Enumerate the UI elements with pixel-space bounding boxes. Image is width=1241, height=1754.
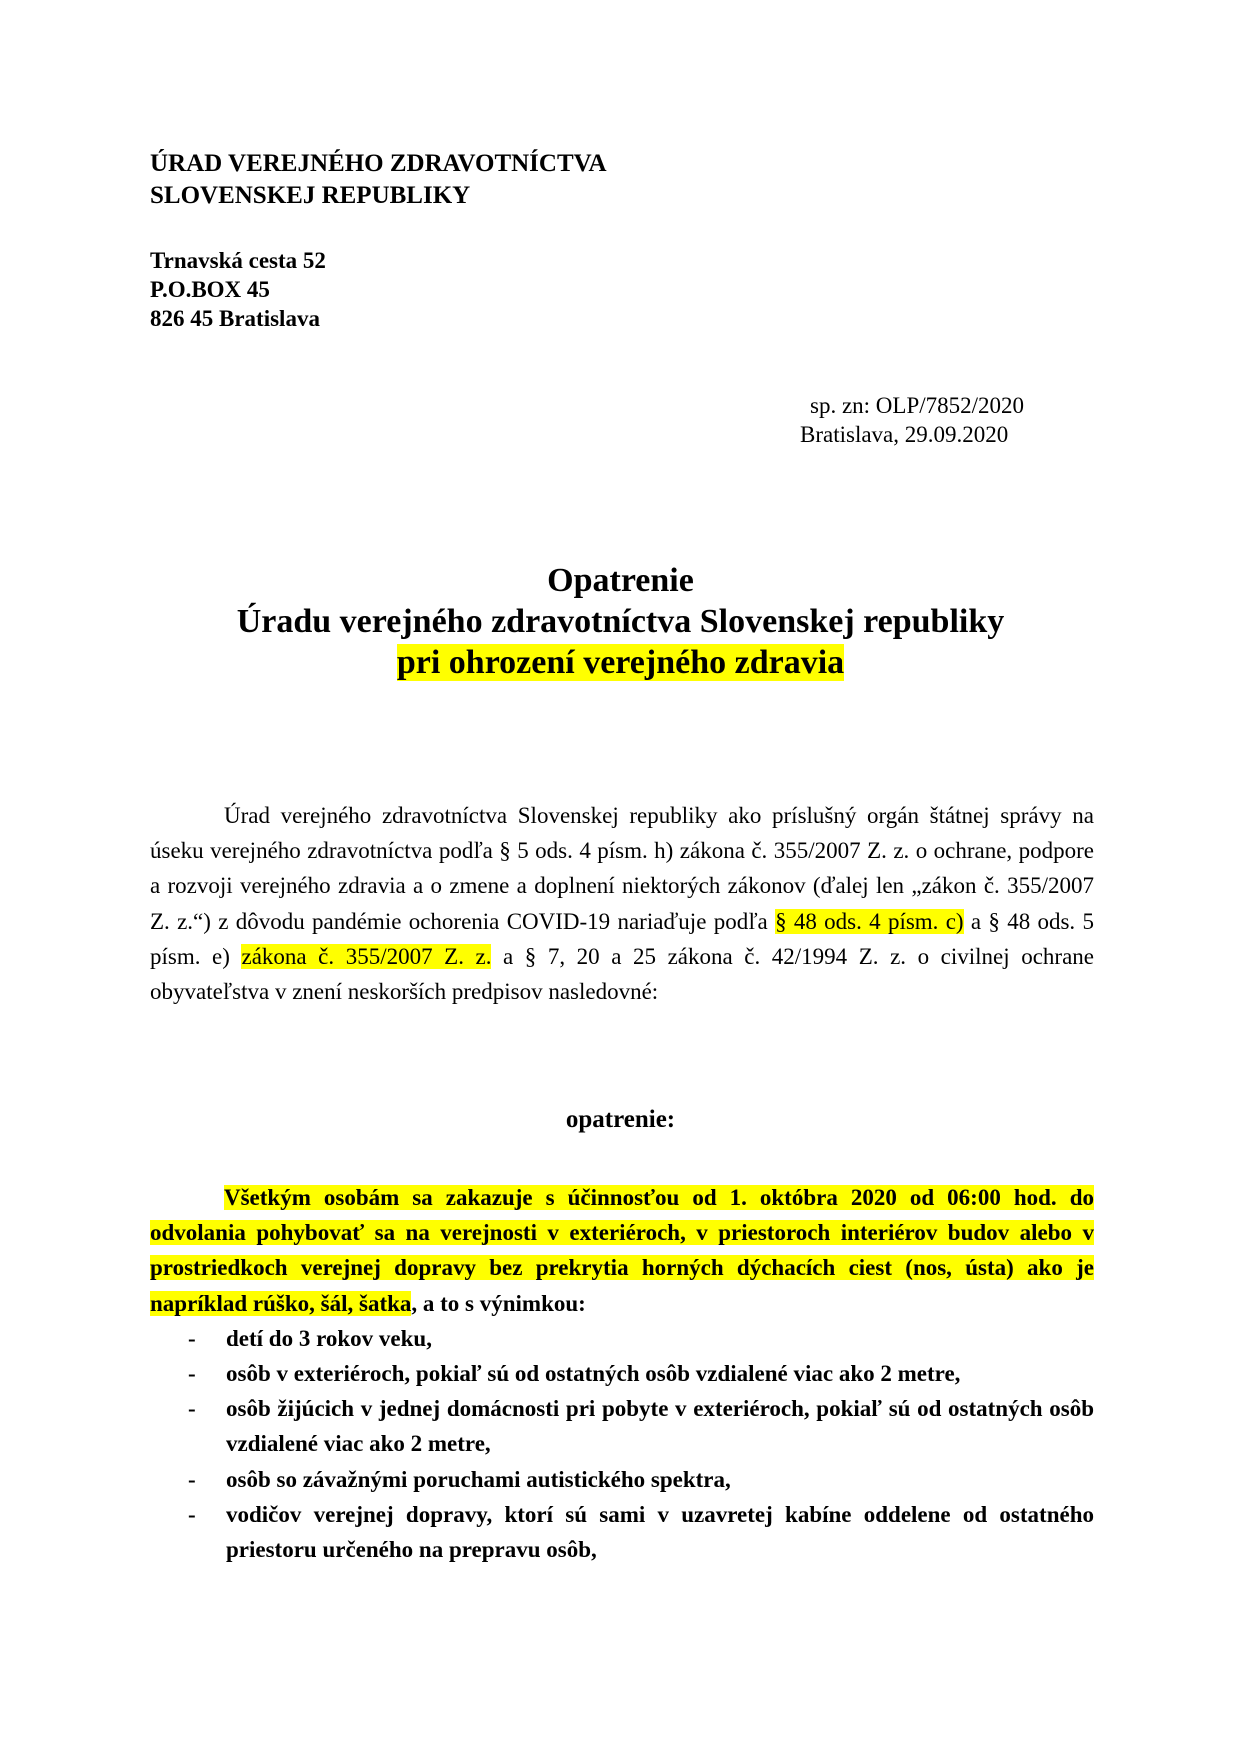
list-bullet: -: [188, 1325, 196, 1351]
list-bullet: -: [188, 1466, 196, 1492]
intro-highlight-paragraph-ref: § 48 ods. 4 písm. c): [775, 908, 964, 934]
intro-paragraph: [150, 798, 1094, 1009]
measure-text-rest: , a to s výnimkou:: [411, 1290, 586, 1316]
place-date: Bratislava, 29.09.2020: [800, 422, 1009, 447]
list-item: [150, 1321, 1094, 1356]
address-street: Trnavská cesta 52: [150, 248, 326, 273]
issuer-name: [150, 148, 607, 212]
measure-highlighted-text: Všetkým osobám sa zakazuje s účinnosťou od 1. októbra 2020 od 06:00 hod. do odvolania pohybovať sa na verejnosti v exteriéroch, v priestoroch interiérov budov alebo v prostriedkoch verejnej dopravy bez prekrytia horných dýchacích ciest (nos, ústa) ako je napríklad rúško, šál, šatka: [150, 1185, 1094, 1316]
title-line3-highlighted: pri ohrození verejného zdravia: [396, 644, 845, 681]
exception-text: vodičov verejnej dopravy, ktorí sú sami v uzavretej kabíne oddelene od ostatného priestoru určeného na prepravu osôb,: [226, 1501, 1094, 1563]
reference-block: [800, 391, 1024, 449]
exception-text: osôb so závažnými poruchami autistického spektra,: [226, 1466, 731, 1492]
intro-text-part2: a § 48 ods. 5 písm. e): [150, 908, 1094, 969]
title-line1: Opatrenie: [547, 562, 694, 599]
exception-text: detí do 3 rokov veku,: [226, 1325, 432, 1351]
measure-section: [150, 1180, 1094, 1567]
list-bullet: -: [188, 1501, 196, 1527]
issuer-name-line1: ÚRAD VEREJNÉHO ZDRAVOTNÍCTVA: [150, 150, 607, 177]
intro-highlight-law-ref: zákona č. 355/2007 Z. z.: [241, 943, 492, 969]
measure-heading: opatrenie:: [565, 1106, 676, 1133]
intro-text-part3: a § 7, 20 a 25 zákona č. 42/1994 Z. z. o civilnej ochrane obyvateľstva v znení neskorších predpisov nasledovné:: [150, 943, 1094, 1005]
exception-text: osôb žijúcich v jednej domácnosti pri pobyte v exteriéroch, pokiaľ sú od ostatných osôb vzdialené viac ako 2 metre,: [226, 1396, 1094, 1457]
issuer-name-line2: SLOVENSKEJ REPUBLIKY: [150, 182, 471, 209]
intro-text-part1: Úrad verejného zdravotníctva Slovenskej republiky ako príslušný orgán štátnej správy na úseku verejného zdravotníctva podľa § 5 ods. 4 písm. h) zákona č. 355/2007 Z. z. o ochrane, podpore a rozvoji verejného zdravia a o zmene a doplnení niektorých zákonov (ďalej len „zákon č. 355/2007 Z. z.“) z dôvodu pandémie ochorenia COVID-19 nariaďuje podľa: [150, 803, 1094, 934]
exception-text: osôb v exteriéroch, pokiaľ sú od ostatných osôb vzdialené viac ako 2 metre,: [226, 1361, 961, 1387]
address-pobox: P.O.BOX 45: [150, 277, 270, 302]
document-title: [0, 560, 1241, 683]
list-item: [150, 1497, 1094, 1567]
list-bullet: -: [188, 1396, 196, 1422]
list-item: [150, 1462, 1094, 1497]
list-item: [150, 1356, 1094, 1391]
list-item: [150, 1391, 1094, 1461]
file-number: sp. zn: OLP/7852/2020: [810, 393, 1025, 418]
exceptions-list: [150, 1321, 1094, 1567]
issuer-address: [150, 246, 326, 333]
title-line2: Úradu verejného zdravotníctva Slovenskej republiky: [236, 603, 1005, 640]
address-city: 826 45 Bratislava: [150, 306, 320, 331]
list-bullet: -: [188, 1361, 196, 1387]
